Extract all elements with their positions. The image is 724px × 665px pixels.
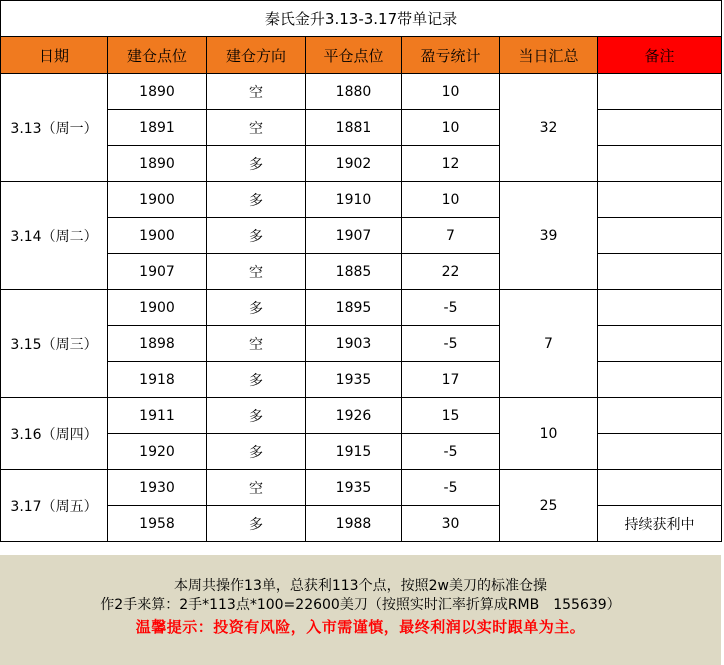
- remark-cell: [598, 218, 722, 254]
- direction-cell: 多: [207, 218, 306, 254]
- table-row: [1, 434, 722, 470]
- close-price-cell: 1907: [306, 218, 402, 254]
- date-cell: 3.14（周二）: [1, 182, 108, 290]
- remark-cell: [598, 326, 722, 362]
- remark-cell: [598, 290, 722, 326]
- remark-cell: 持续获利中: [598, 506, 722, 542]
- header-row: [1, 37, 722, 74]
- header-direction: 建仓方向: [207, 37, 306, 74]
- remark-cell: [598, 74, 722, 110]
- sheet-title: 秦氏金升3.13-3.17带单记录: [1, 1, 722, 37]
- title-row: [1, 1, 722, 37]
- header-pnl: 盈亏统计: [402, 37, 500, 74]
- close-price-cell: 1903: [306, 326, 402, 362]
- summary-line-1: 本周共操作13单，总获利113个点，按照2w美刀的标准仓操: [174, 578, 547, 594]
- direction-cell: 空: [207, 74, 306, 110]
- close-price-cell: 1988: [306, 506, 402, 542]
- close-price-cell: 1926: [306, 398, 402, 434]
- close-price-cell: 1910: [306, 182, 402, 218]
- open-price-cell: 1900: [108, 290, 207, 326]
- remark-cell: [598, 182, 722, 218]
- remark-cell: [598, 362, 722, 398]
- close-price-cell: 1935: [306, 362, 402, 398]
- open-price-cell: 1890: [108, 146, 207, 182]
- close-price-cell: 1902: [306, 146, 402, 182]
- direction-cell: 多: [207, 290, 306, 326]
- table-row: [1, 326, 722, 362]
- date-cell: 3.13（周一）: [1, 74, 108, 182]
- pnl-cell: 15: [402, 398, 500, 434]
- close-price-cell: 1885: [306, 254, 402, 290]
- open-price-cell: 1900: [108, 182, 207, 218]
- pnl-cell: 22: [402, 254, 500, 290]
- table-row: [1, 290, 722, 326]
- remark-cell: [598, 434, 722, 470]
- header-open-price: 建仓点位: [108, 37, 207, 74]
- direction-cell: 多: [207, 398, 306, 434]
- table-row: [1, 362, 722, 398]
- table-row: [1, 146, 722, 182]
- direction-cell: 空: [207, 326, 306, 362]
- remark-cell: [598, 470, 722, 506]
- pnl-cell: 10: [402, 74, 500, 110]
- direction-cell: 多: [207, 182, 306, 218]
- open-price-cell: 1907: [108, 254, 207, 290]
- daily-summary-cell: 32: [500, 74, 598, 182]
- close-price-cell: 1935: [306, 470, 402, 506]
- close-price-cell: 1895: [306, 290, 402, 326]
- header-close-price: 平仓点位: [306, 37, 402, 74]
- daily-summary-cell: 10: [500, 398, 598, 470]
- open-price-cell: 1900: [108, 218, 207, 254]
- remark-cell: [598, 398, 722, 434]
- table-row: [1, 110, 722, 146]
- pnl-cell: -5: [402, 434, 500, 470]
- pnl-cell: -5: [402, 326, 500, 362]
- close-price-cell: 1915: [306, 434, 402, 470]
- table-row: [1, 470, 722, 506]
- daily-summary-cell: 25: [500, 470, 598, 542]
- remark-cell: [598, 110, 722, 146]
- pnl-cell: 10: [402, 110, 500, 146]
- open-price-cell: 1890: [108, 74, 207, 110]
- daily-summary-cell: 39: [500, 182, 598, 290]
- direction-cell: 多: [207, 362, 306, 398]
- date-cell: 3.15（周三）: [1, 290, 108, 398]
- daily-summary-cell: 7: [500, 290, 598, 398]
- header-remarks: 备注: [598, 37, 722, 74]
- open-price-cell: 1911: [108, 398, 207, 434]
- direction-cell: 多: [207, 146, 306, 182]
- remark-cell: [598, 254, 722, 290]
- table-row: [1, 218, 722, 254]
- pnl-cell: 30: [402, 506, 500, 542]
- direction-cell: 多: [207, 434, 306, 470]
- close-price-cell: 1881: [306, 110, 402, 146]
- table-row: [1, 74, 722, 110]
- pnl-cell: -5: [402, 290, 500, 326]
- open-price-cell: 1958: [108, 506, 207, 542]
- header-date: 日期: [1, 37, 108, 74]
- direction-cell: 多: [207, 506, 306, 542]
- table-row: [1, 254, 722, 290]
- open-price-cell: 1930: [108, 470, 207, 506]
- table-row: [1, 506, 722, 542]
- pnl-cell: 17: [402, 362, 500, 398]
- table-row: [1, 398, 722, 434]
- pnl-cell: 10: [402, 182, 500, 218]
- table-row: [1, 182, 722, 218]
- direction-cell: 空: [207, 110, 306, 146]
- open-price-cell: 1920: [108, 434, 207, 470]
- open-price-cell: 1891: [108, 110, 207, 146]
- remark-cell: [598, 146, 722, 182]
- open-price-cell: 1918: [108, 362, 207, 398]
- open-price-cell: 1898: [108, 326, 207, 362]
- pnl-cell: 12: [402, 146, 500, 182]
- pnl-cell: -5: [402, 470, 500, 506]
- close-price-cell: 1880: [306, 74, 402, 110]
- risk-warning: 温馨提示：投资有风险，入市需谨慎，最终利润以实时跟单为主。: [135, 618, 586, 636]
- trade-table-body: [1, 1, 722, 542]
- date-cell: 3.17（周五）: [1, 470, 108, 542]
- summary-footer: [0, 555, 721, 665]
- pnl-cell: 7: [402, 218, 500, 254]
- header-daily-summary: 当日汇总: [500, 37, 598, 74]
- direction-cell: 空: [207, 254, 306, 290]
- direction-cell: 空: [207, 470, 306, 506]
- summary-line-2: 作2手来算：2手*113点*100=22600美刀（按照实时汇率折算成RMB 155639）: [100, 597, 621, 613]
- date-cell: 3.16（周四）: [1, 398, 108, 470]
